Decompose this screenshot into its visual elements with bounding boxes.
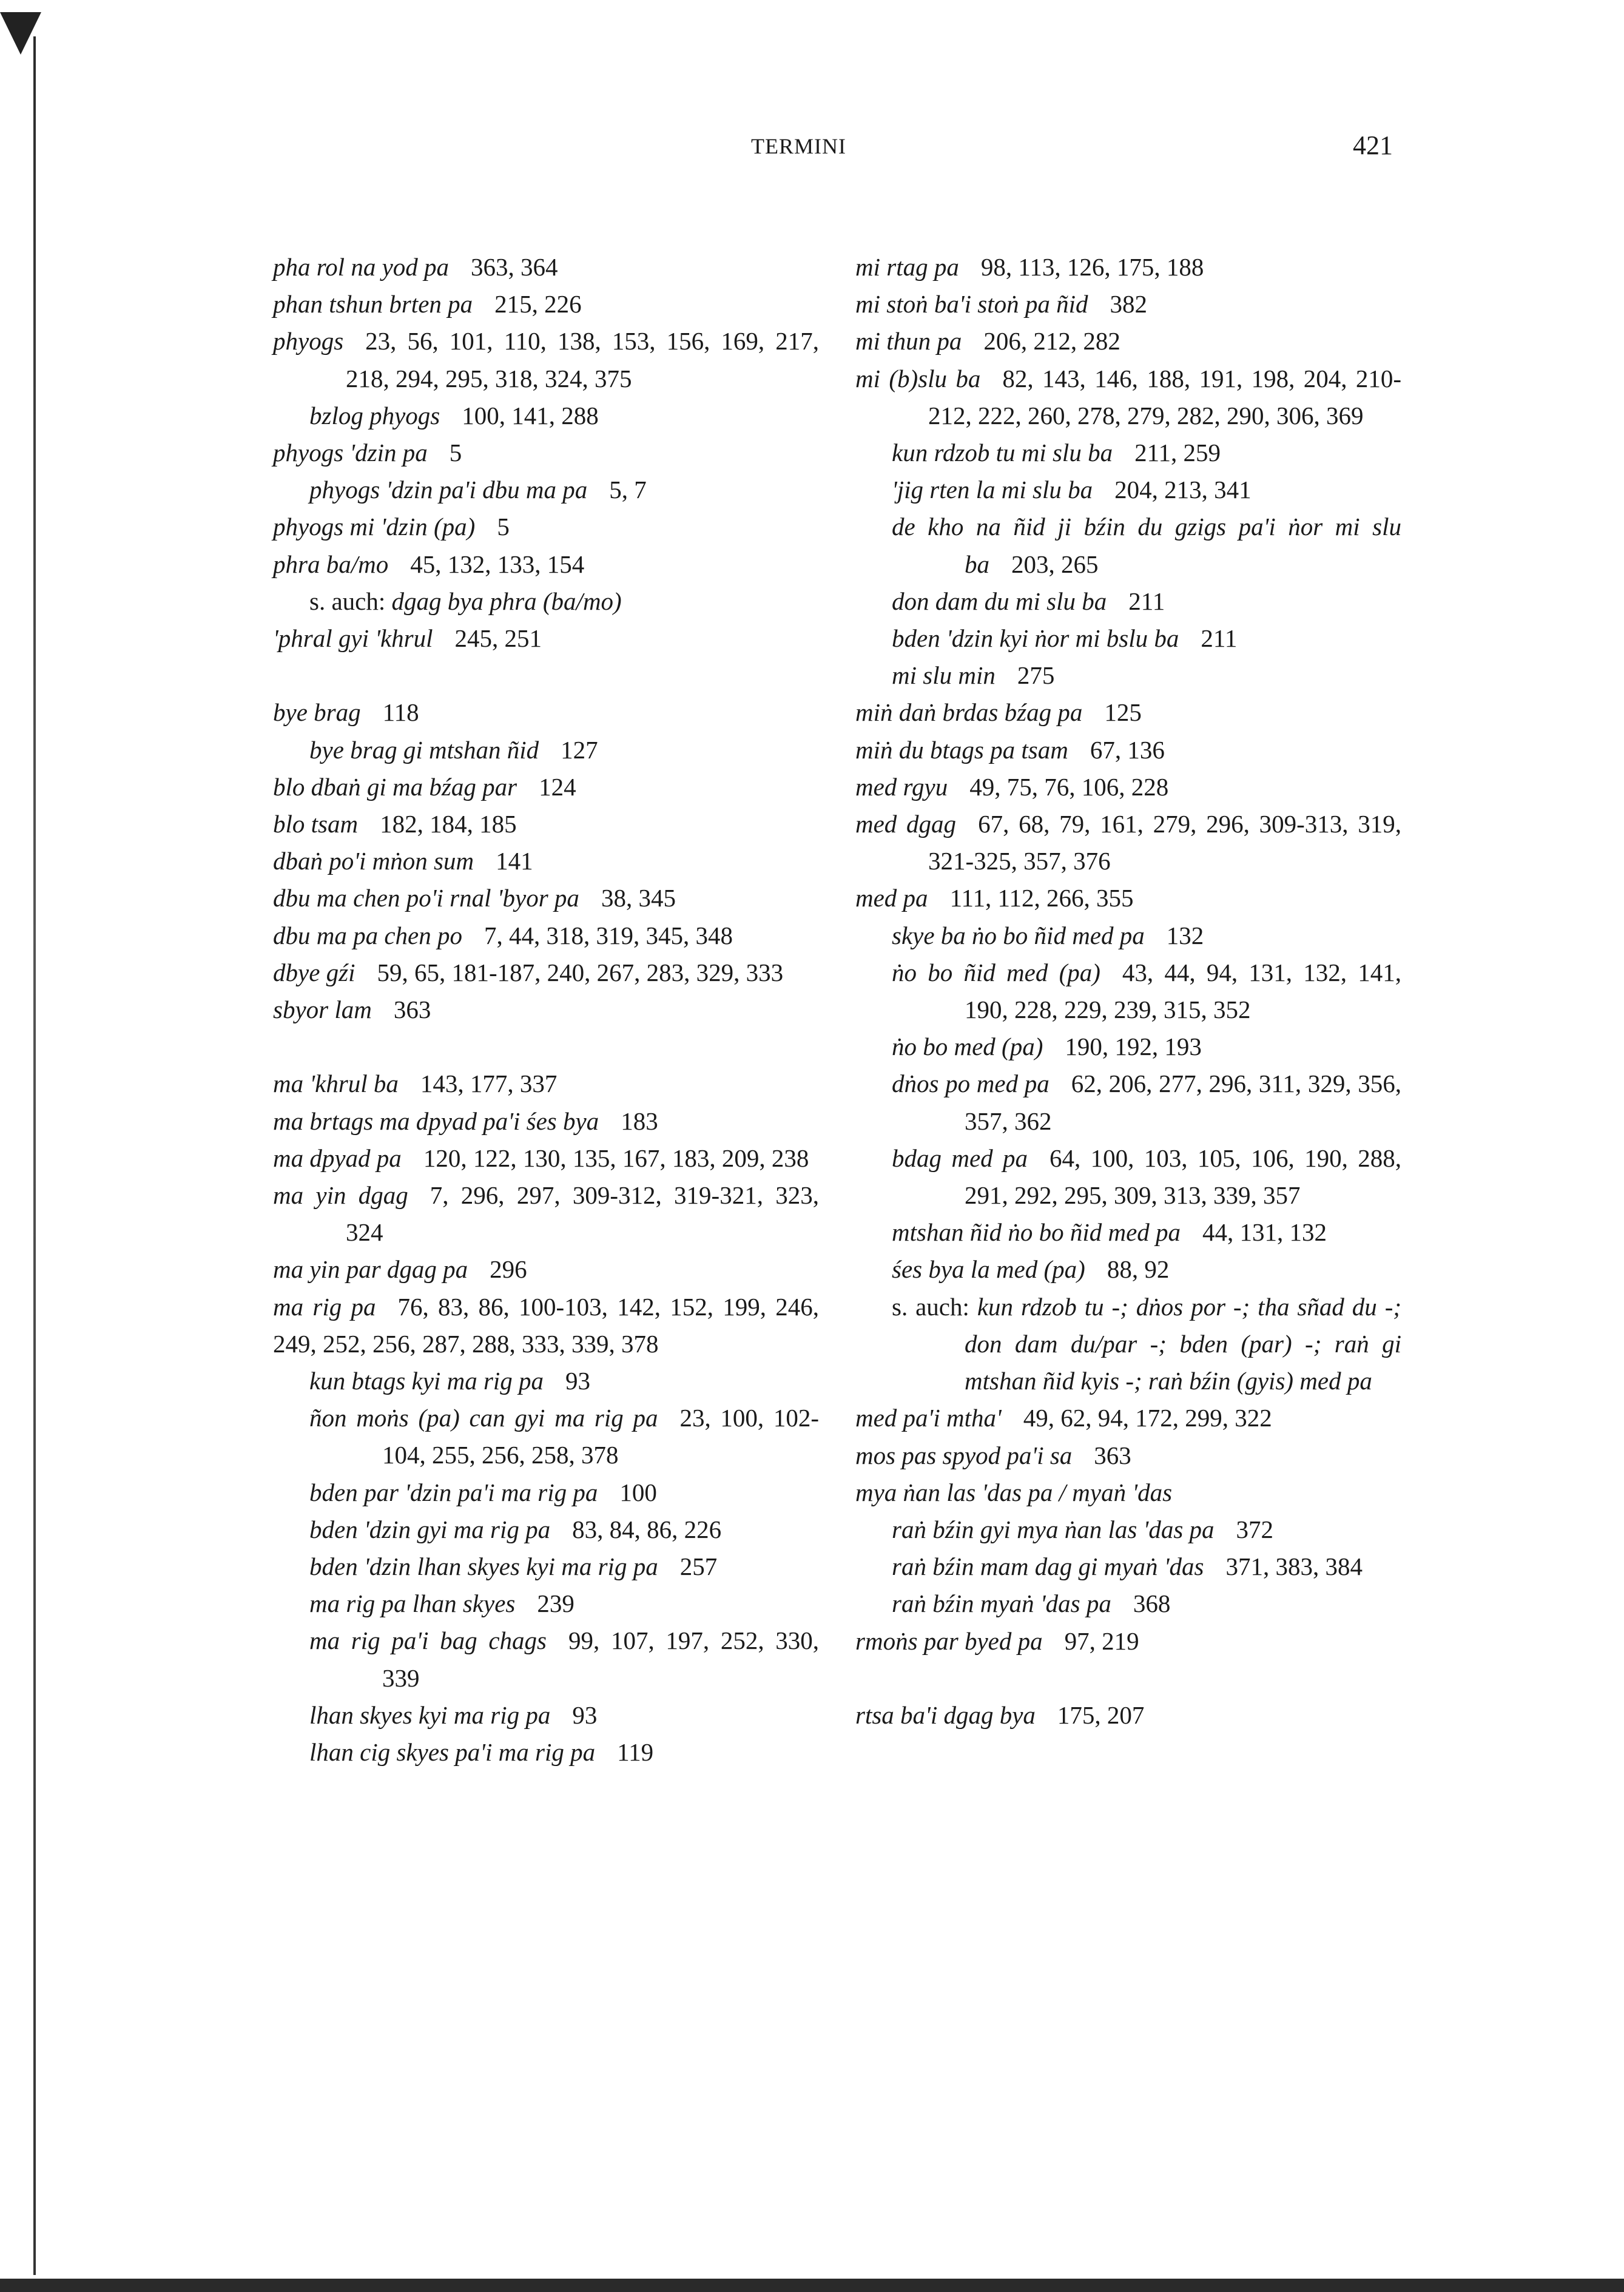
index-entry <box>273 694 819 731</box>
index-term: 'jig rten la mi slu ba <box>892 476 1093 504</box>
index-term: kun btags kyi ma rig pa <box>309 1367 544 1395</box>
index-term: ma rig pa <box>273 1292 376 1321</box>
index-subentry <box>855 434 1401 471</box>
index-entry <box>273 991 819 1028</box>
index-term: ṅo bo ñid med (pa) <box>892 958 1100 986</box>
index-term: lhan cig skyes pa'i ma rig pa <box>309 1738 596 1767</box>
index-entry <box>855 360 1401 434</box>
see-also-label: s. auch: <box>309 587 392 615</box>
index-entry <box>855 1697 1401 1734</box>
index-entry <box>273 917 819 954</box>
page-references: 119 <box>617 1738 654 1767</box>
page-references: 100 <box>619 1478 657 1506</box>
index-term: phyogs mi 'dzin (pa) <box>273 513 476 541</box>
page-references: 124 <box>539 772 576 801</box>
index-term: mi stoṅ ba'i stoṅ pa ñid <box>855 290 1088 319</box>
index-term: phra ba/mo <box>273 550 389 578</box>
page-references: 211 <box>1128 587 1165 615</box>
index-subentry <box>273 583 819 620</box>
index-term: blo tsam <box>273 810 359 838</box>
page-references: 371, 383, 384 <box>1225 1552 1363 1581</box>
index-subentry <box>855 583 1401 620</box>
page-references: 82, 143, 146, 188, 191, 198, 204, 210-212, 222, 260, 278, 279, 282, 290, 306, 369 <box>928 364 1401 430</box>
index-term: rmoṅs par byed pa <box>855 1626 1043 1655</box>
index-subentry <box>855 1028 1401 1065</box>
index-entry <box>273 1177 819 1251</box>
page-references: 67, 136 <box>1090 735 1165 764</box>
page-references: 43, 44, 94, 131, 132, 141, 190, 228, 229, 239, 315, 352 <box>965 958 1401 1024</box>
index-term: phyogs <box>273 327 344 356</box>
page-references: 93 <box>572 1700 598 1729</box>
index-entry <box>855 1623 1401 1660</box>
index-subentry <box>855 1214 1401 1251</box>
index-term: mtshan ñid ṅo bo ñid med pa <box>892 1218 1181 1247</box>
index-entry <box>273 323 819 397</box>
page-references: 368 <box>1133 1589 1171 1618</box>
index-term: lhan skyes kyi ma rig pa <box>309 1700 551 1729</box>
index-term: don dam du mi slu ba <box>892 587 1107 615</box>
page-references: 76, 83, 86, 100-103, 142, 152, 199, 246, 249, 252, 256, 287, 288, 333, 339, 378 <box>273 1292 819 1358</box>
page-references: 5, 7 <box>609 476 647 504</box>
page-references: 83, 84, 86, 226 <box>572 1515 722 1543</box>
page-references: 215, 226 <box>494 290 582 319</box>
index-term: bye brag gi mtshan ñid <box>309 735 539 764</box>
index-entry <box>855 769 1401 806</box>
page-references: 372 <box>1236 1515 1274 1543</box>
page-references: 211 <box>1201 624 1238 653</box>
index-term: sbyor lam <box>273 996 372 1024</box>
index-subentry <box>855 1511 1401 1548</box>
index-term: phan tshun brten pa <box>273 290 473 319</box>
index-term: ma yin par dgag pa <box>273 1255 468 1284</box>
page-references: 88, 92 <box>1107 1255 1170 1284</box>
see-also-label: s. auch: <box>892 1292 977 1321</box>
index-entry <box>273 954 819 991</box>
page-references: 118 <box>382 698 419 727</box>
page-references: 23, 56, 101, 110, 138, 153, 156, 169, 217, 218, 294, 295, 318, 324, 375 <box>346 327 819 393</box>
index-term: dbaṅ po'i mṅon sum <box>273 847 474 875</box>
index-subentry <box>273 1585 819 1622</box>
index-subentry <box>855 1065 1401 1139</box>
index-entry <box>855 1474 1401 1511</box>
page-references: 203, 265 <box>1011 550 1099 578</box>
index-entry <box>855 323 1401 360</box>
index-term: ñon moṅs (pa) can gyi ma rig pa <box>309 1404 658 1432</box>
index-term: ma rig pa lhan skyes <box>309 1589 516 1618</box>
index-term: miṅ du btags pa tsam <box>855 735 1068 764</box>
index-term: miṅ daṅ brdas bźag pa <box>855 698 1083 727</box>
index-entry <box>273 508 819 545</box>
index-term: ma rig pa'i bag chags <box>309 1626 547 1655</box>
index-term: 'phral gyi 'khrul <box>273 624 433 653</box>
index-term: raṅ bźin myaṅ 'das pa <box>892 1589 1111 1618</box>
page-references: 23, 100, 102-104, 255, 256, 258, 378 <box>382 1404 819 1469</box>
page-references: 204, 213, 341 <box>1114 476 1252 504</box>
index-entry <box>273 620 819 657</box>
index-subentry <box>273 1622 819 1696</box>
index-subentry <box>855 1289 1401 1400</box>
index-term: dgag bya phra (ba/mo) <box>391 587 622 615</box>
index-subentry <box>273 1734 819 1771</box>
index-term: de kho na ñid ji bźin du gzigs pa'i ṅor mi slu ba <box>892 513 1401 578</box>
index-subentry <box>855 657 1401 694</box>
index-entry <box>855 806 1401 880</box>
index-term: med pa <box>855 884 928 912</box>
index-term: ma yin dgag <box>273 1181 408 1210</box>
index-entry <box>273 1140 819 1177</box>
page-references: 49, 75, 76, 106, 228 <box>969 772 1169 801</box>
page-references: 97, 219 <box>1064 1626 1139 1655</box>
index-term: bden par 'dzin pa'i ma rig pa <box>309 1478 598 1506</box>
index-term: rtsa ba'i dgag bya <box>855 1700 1036 1729</box>
page-references: 257 <box>679 1552 718 1581</box>
index-term: mos pas spyod pa'i sa <box>855 1441 1073 1469</box>
page-references: 363, 364 <box>471 253 558 281</box>
page-references: 120, 122, 130, 135, 167, 183, 209, 238 <box>423 1144 809 1172</box>
page-references: 7, 44, 318, 319, 345, 348 <box>484 921 733 949</box>
index-entry <box>273 769 819 806</box>
page-references: 99, 107, 197, 252, 330, 339 <box>382 1626 819 1692</box>
index-term: phyogs 'dzin pa'i dbu ma pa <box>309 476 588 504</box>
index-subentry <box>855 620 1401 657</box>
page-references: 100, 141, 288 <box>462 401 599 430</box>
index-subentry <box>273 1511 819 1548</box>
index-subentry <box>855 1140 1401 1214</box>
index-entry <box>273 1065 819 1102</box>
index-entry <box>273 806 819 843</box>
index-entry <box>273 843 819 880</box>
scan-binding-edge <box>33 36 36 2275</box>
page-references: 44, 131, 132 <box>1202 1218 1327 1247</box>
page-references: 382 <box>1110 290 1147 319</box>
page-references: 5 <box>449 439 462 467</box>
index-entry <box>273 1251 819 1288</box>
index-entry <box>273 1103 819 1140</box>
index-term: kun rdzob tu mi slu ba <box>892 439 1113 467</box>
index-entry <box>855 880 1401 917</box>
index-term: bdag med pa <box>892 1144 1028 1172</box>
index-entry <box>273 434 819 471</box>
running-header: TERMINI <box>751 134 846 158</box>
page-references: 143, 177, 337 <box>420 1070 558 1098</box>
index-term: bden 'dzin gyi ma rig pa <box>309 1515 551 1543</box>
index-subentry <box>855 917 1401 954</box>
index-term: raṅ bźin gyi mya ṅan las 'das pa <box>892 1515 1215 1543</box>
page-references: 49, 62, 94, 172, 299, 322 <box>1023 1404 1272 1432</box>
index-term: kun rdzob tu -; dṅos por -; tha sñad du -; don dam du/par -; bden (par) -; raṅ gi mtshan ñid kyis -; raṅ bźin (gyis) med pa <box>965 1292 1402 1395</box>
index-subentry <box>855 1585 1401 1622</box>
index-entry <box>855 1400 1401 1437</box>
index-column-left <box>273 249 819 1771</box>
index-term: mya ṅan las 'das pa / myaṅ 'das <box>855 1478 1173 1506</box>
index-column-right <box>855 249 1401 1734</box>
index-term: skye ba ṅo bo ñid med pa <box>892 921 1145 949</box>
page-references: 239 <box>537 1589 574 1618</box>
page-references: 5 <box>497 513 510 541</box>
page-references: 93 <box>565 1367 591 1395</box>
index-entry <box>273 286 819 323</box>
index-entry <box>273 1289 819 1363</box>
page-references: 38, 345 <box>601 884 676 912</box>
page-references: 127 <box>561 735 598 764</box>
page-references: 7, 296, 297, 309-312, 319-321, 323, 324 <box>346 1181 819 1247</box>
page-references: 141 <box>496 847 533 875</box>
index-subentry <box>273 1697 819 1734</box>
page-references: 132 <box>1166 921 1204 949</box>
index-term: blo dbaṅ gi ma bźag par <box>273 772 517 801</box>
index-entry <box>273 880 819 917</box>
page-references: 183 <box>621 1107 658 1135</box>
index-term: śes bya la med (pa) <box>892 1255 1085 1284</box>
index-term: ma brtags ma dpyad pa'i śes bya <box>273 1107 599 1135</box>
index-subentry <box>855 1251 1401 1288</box>
page-references: 111, 112, 266, 355 <box>949 884 1134 912</box>
index-entry <box>855 732 1401 769</box>
index-subentry <box>273 1363 819 1400</box>
index-entry <box>855 1437 1401 1474</box>
index-term: bden 'dzin lhan skyes kyi ma rig pa <box>309 1552 658 1581</box>
index-term: ṅo bo med (pa) <box>892 1033 1043 1061</box>
index-subentry <box>855 954 1401 1028</box>
index-term: med rgyu <box>855 772 948 801</box>
index-subentry <box>273 1474 819 1511</box>
index-term: phyogs 'dzin pa <box>273 439 428 467</box>
index-term: dbu ma pa chen po <box>273 921 463 949</box>
index-term: mi (b)slu ba <box>855 364 981 393</box>
page-references: 125 <box>1104 698 1142 727</box>
index-subentry <box>273 397 819 434</box>
page-references: 59, 65, 181-187, 240, 267, 283, 329, 333 <box>377 958 784 986</box>
page-number: 421 <box>1353 130 1393 160</box>
index-term: ma 'khrul ba <box>273 1070 399 1098</box>
index-subentry <box>855 1548 1401 1585</box>
index-term: bye brag <box>273 698 361 727</box>
index-term: dbu ma chen po'i rnal 'byor pa <box>273 884 579 912</box>
index-subentry <box>273 1548 819 1585</box>
index-entry <box>273 546 819 583</box>
index-entry <box>855 694 1401 731</box>
index-term: dbye gźi <box>273 958 355 986</box>
index-term: mi slu min <box>892 661 996 690</box>
index-entry <box>855 249 1401 286</box>
page-references: 67, 68, 79, 161, 279, 296, 309-313, 319, 321-325, 357, 376 <box>928 810 1401 875</box>
index-entry <box>273 249 819 286</box>
index-term: med pa'i mtha' <box>855 1404 1002 1432</box>
index-term: mi thun pa <box>855 327 962 356</box>
page-references: 206, 212, 282 <box>983 327 1120 356</box>
page-references: 363 <box>393 996 431 1024</box>
page-references: 275 <box>1017 661 1055 690</box>
page-references: 211, 259 <box>1134 439 1221 467</box>
page-references: 245, 251 <box>454 624 542 653</box>
page-references: 45, 132, 133, 154 <box>410 550 585 578</box>
index-term: raṅ bźin mam dag gi myaṅ 'das <box>892 1552 1204 1581</box>
page-references: 296 <box>490 1255 527 1284</box>
page-references: 62, 206, 277, 296, 311, 329, 356, 357, 362 <box>965 1070 1401 1135</box>
index-term: bden 'dzin kyi ṅor mi bslu ba <box>892 624 1179 653</box>
page-references: 182, 184, 185 <box>380 810 517 838</box>
index-subentry <box>855 471 1401 508</box>
page-references: 363 <box>1094 1441 1131 1469</box>
index-subentry <box>273 1400 819 1474</box>
index-term: bzlog phyogs <box>309 401 440 430</box>
page-references: 98, 113, 126, 175, 188 <box>980 253 1204 281</box>
index-entry <box>855 286 1401 323</box>
index-term: med dgag <box>855 810 957 838</box>
page-references: 190, 192, 193 <box>1065 1033 1202 1061</box>
index-term: mi rtag pa <box>855 253 959 281</box>
index-term: dṅos po med pa <box>892 1070 1050 1098</box>
index-term: pha rol na yod pa <box>273 253 450 281</box>
page-references: 175, 207 <box>1057 1700 1145 1729</box>
page-references: 64, 100, 103, 105, 106, 190, 288, 291, 292, 295, 309, 313, 339, 357 <box>965 1144 1401 1210</box>
index-subentry <box>273 732 819 769</box>
index-subentry <box>855 508 1401 582</box>
index-term: ma dpyad pa <box>273 1144 402 1172</box>
index-subentry <box>273 471 819 508</box>
scan-bottom-edge <box>0 2279 1624 2292</box>
